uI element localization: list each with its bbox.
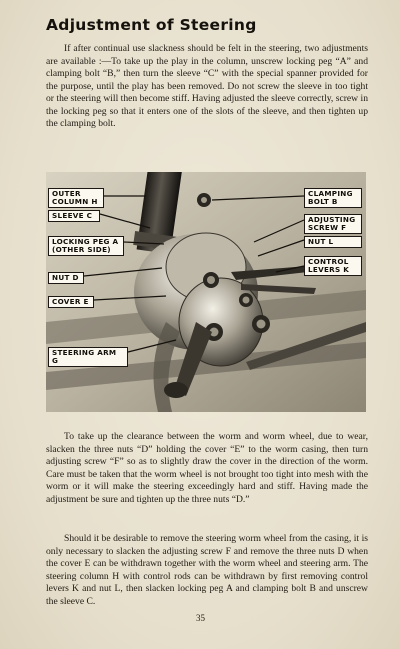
callout-steering-arm: STEERING ARM G xyxy=(48,347,128,367)
callout-locking-peg: LOCKING PEG A (OTHER SIDE) xyxy=(48,236,124,256)
callout-cover: COVER E xyxy=(48,296,94,308)
paragraph-worm-adjustment: To take up the clearance between the worm and worm wheel, due to wear, slacken the three nuts “D” holding the cover “E” to the worm casing, then turn adjusting screw “F” so as to slightly draw the cover in the direction of the worm. Care must be taken that the worm wheel is not brought too tight into mesh with the worm or it will make the steering exceedingly hard and stiff. Having made the adjustment be sure and tighten up the three nuts “D.” xyxy=(46,431,368,505)
paragraph-column-adjustment: If after continual use slackness should be felt in the steering, two adjustments are available :—To take up the play in the column, unscrew locking peg “A” and clamping bolt “B,” then turn the sleeve “C” with the special spanner provided for the purpose, until the play has been removed. Do not screw the sleeve in too tight or the steering will then become stiff. Having adjusted the sleeve correctly, screw in the locking peg so that it enters one of the slots of the sleeve, and then tighten up the clamping bolt. xyxy=(46,43,368,129)
callout-sleeve: SLEEVE C xyxy=(48,210,100,222)
callout-control-levers: CONTROL LEVERS K xyxy=(304,256,362,276)
steering-box-photo xyxy=(46,172,366,412)
page-title: Adjustment of Steering xyxy=(46,16,257,34)
callout-nut-l: NUT L xyxy=(304,236,362,248)
callout-outer-column: OUTER COLUMN H xyxy=(48,188,104,208)
callout-adjusting-screw: ADJUSTING SCREW F xyxy=(304,214,362,234)
callout-clamping-bolt: CLAMPING BOLT B xyxy=(304,188,362,208)
callout-nut-d: NUT D xyxy=(48,272,84,284)
page-number: 35 xyxy=(196,613,205,623)
callout-leader-lines xyxy=(46,172,366,412)
paragraph-worm-removal: Should it be desirable to remove the steering worm wheel from the casing, it is only necessary to slacken the adjusting screw F and remove the three nuts D when the cover E can be withdrawn together with the worm wheel and steering arm. The steering column H with control rods can be withdrawn by first removing control levers K and nut L, then slacken locking peg A and clamping bolt B and unscrew the sleeve C. xyxy=(46,533,368,607)
